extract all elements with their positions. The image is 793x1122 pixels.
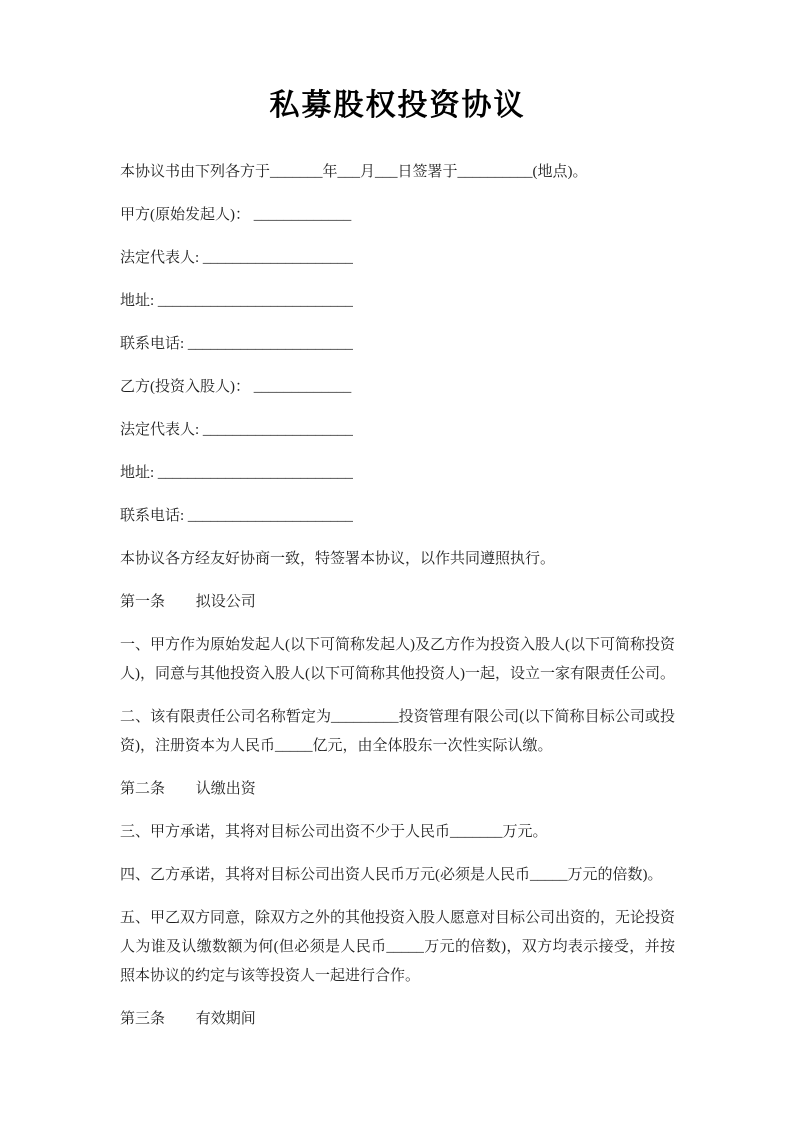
section-2-number: 第二条 bbox=[120, 781, 166, 797]
field-party-a: 甲方(原始发起人)： _____________ bbox=[120, 207, 352, 223]
field-address-b: 地址: __________________________ bbox=[120, 465, 353, 481]
field-address-a: 地址: __________________________ bbox=[120, 293, 353, 309]
paragraph-preamble: 本协议各方经友好协商一致，特签署本协议，以作共同遵照执行。 bbox=[120, 551, 556, 567]
clause-5: 五、甲乙双方同意，除双方之外的其他投资入股人愿意对目标公司出资的，无论投资人为谁及认缴数额为何(但必须是人民币_____万元的倍数)，双方均表示接受，并按照本协议的约定与该等投资人一起进行合作。 bbox=[120, 910, 676, 984]
section-3-number: 第三条 bbox=[120, 1011, 166, 1027]
field-phone-a: 联系电话: ______________________ bbox=[120, 336, 353, 352]
clause-1: 一、甲方作为原始发起人(以下可简称发起人)及乙方作为投资入股人(以下可简称投资人)，同意与其他投资入股人(以下可简称其他投资人)一起，设立一家有限责任公司。 bbox=[120, 637, 675, 682]
section-heading-1 bbox=[120, 588, 675, 617]
section-heading-3 bbox=[120, 1005, 675, 1034]
section-1-title: 拟设公司 bbox=[195, 594, 256, 610]
section-heading-2 bbox=[120, 775, 675, 804]
paragraph-intro: 本协议书由下列各方于_______年___月___日签署于__________(地点)。 bbox=[120, 164, 588, 180]
clause-2: 二、该有限责任公司名称暂定为_________投资管理有限公司(以下简称目标公司或投资)，注册资本为人民币_____亿元，由全体股东一次性实际认缴。 bbox=[120, 709, 675, 754]
section-2-title: 认缴出资 bbox=[195, 781, 256, 797]
clause-4: 四、乙方承诺，其将对目标公司出资人民币万元(必须是人民币_____万元的倍数)。 bbox=[120, 867, 663, 883]
field-legal-rep-b: 法定代表人: ____________________ bbox=[120, 422, 353, 438]
section-1-number: 第一条 bbox=[120, 594, 166, 610]
field-legal-rep-a: 法定代表人: ____________________ bbox=[120, 250, 353, 266]
field-phone-b: 联系电话: ______________________ bbox=[120, 508, 353, 524]
section-3-title: 有效期间 bbox=[195, 1011, 256, 1027]
document-title: 私募股权投资协议 bbox=[269, 89, 526, 122]
field-party-b: 乙方(投资入股人)： _____________ bbox=[120, 379, 352, 395]
clause-3: 三、甲方承诺，其将对目标公司出资不少于人民币_______万元。 bbox=[120, 824, 548, 840]
